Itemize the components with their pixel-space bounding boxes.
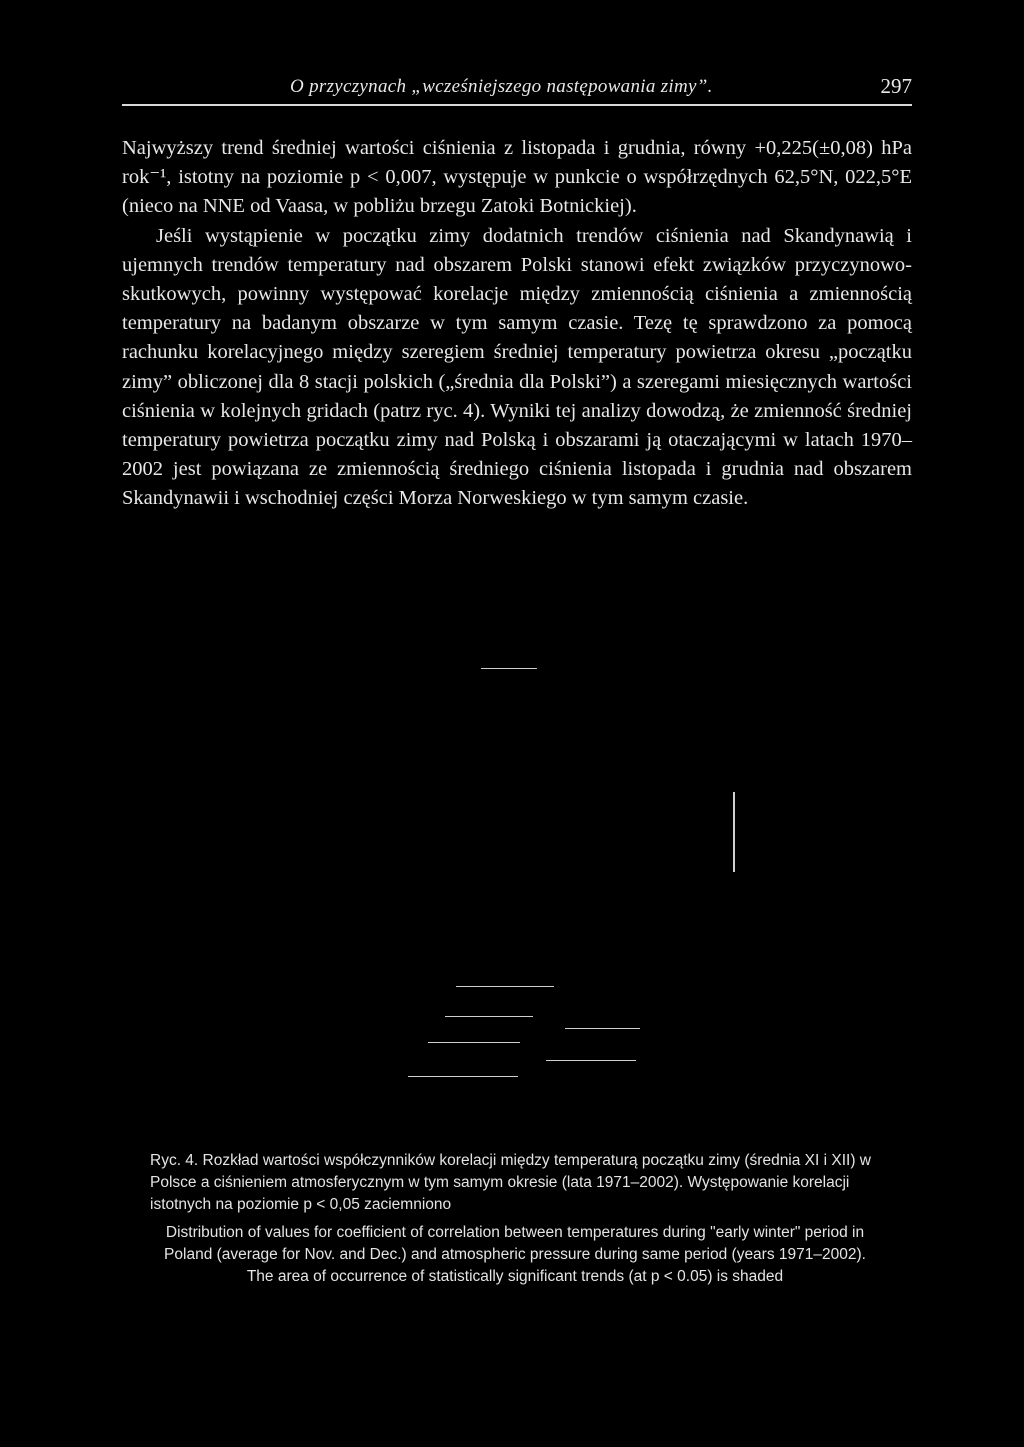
running-title: O przyczynach „wcześniejszego następowania zimy”.: [290, 76, 713, 97]
page-number: 297: [880, 74, 912, 98]
header-rule: [122, 104, 912, 106]
figure-line-fragment: [428, 1042, 520, 1043]
running-header: [122, 72, 912, 102]
caption-polish: Ryc. 4. Rozkład wartości współczynników korelacji między temperaturą początku zimy (średnia XI i XII) w Polsce a ciśnieniem atmosferycznym w tym samym okresie (lata 1971–2002). Występowanie korelacji istotnych na poziomie p < 0,05 zaciemniono: [150, 1152, 871, 1213]
figure-line-fragment: [445, 1016, 533, 1017]
figure-line-fragment: [456, 986, 554, 987]
body-text: [122, 134, 912, 514]
caption-english: Distribution of values for coefficient of correlation between temperatures during "early winter" period in Poland (average for Nov. and Dec.) and atmospheric pressure during same period (years 1971–2002). The area of occurrence of statistically significant trends (at p < 0.05) is shaded: [164, 1224, 866, 1285]
figure-line-fragment: [546, 1060, 636, 1061]
figure-vertical-line-fragment: [733, 792, 735, 872]
figure-caption: [150, 1150, 880, 1288]
paragraph-2: Jeśli wystąpienie w początku zimy dodatnich trendów ciśnienia nad Skandynawią i ujemnych trendów temperatury nad obszarem Polski stanowi efekt związków przyczynowo-skutkowych, powinny występować korelacje między zmiennością ciśnienia a zmiennością temperatury na badanym obszarze w tym samym czasie. Tezę tę sprawdzono za pomocą rachunku korelacyjnego między szeregiem średniej temperatury powietrza okresu „początku zimy” obliczonej dla 8 stacji polskich („średnia dla Polski”) a szeregami miesięcznych wartości ciśnienia w kolejnych gridach (patrz ryc. 4). Wyniki tej analizy dowodzą, że zmienność średniej temperatury powietrza początku zimy nad Polską i obszarami ją otaczającymi w latach 1970–2002 jest powiązana ze zmiennością średniego ciśnienia listopada i grudnia nad obszarem Skandynawii i wschodniej części Morza Norweskiego w tym samym czasie.: [122, 224, 912, 510]
figure-line-fragment: [408, 1076, 518, 1077]
figure-line-fragment: [565, 1028, 640, 1029]
figure-line-fragment: [481, 668, 537, 669]
paragraph-1: Najwyższy trend średniej wartości ciśnienia z listopada i grudnia, równy +0,225(±0,08) hPa rok⁻¹, istotny na poziomie p < 0,007, występuje w punkcie o współrzędnych 62,5°N, 022,5°E (nieco na NNE od Vaasa, w pobliżu brzegu Zatoki Botnickiej).: [122, 137, 912, 218]
figure-4-remnants: [300, 640, 760, 1110]
